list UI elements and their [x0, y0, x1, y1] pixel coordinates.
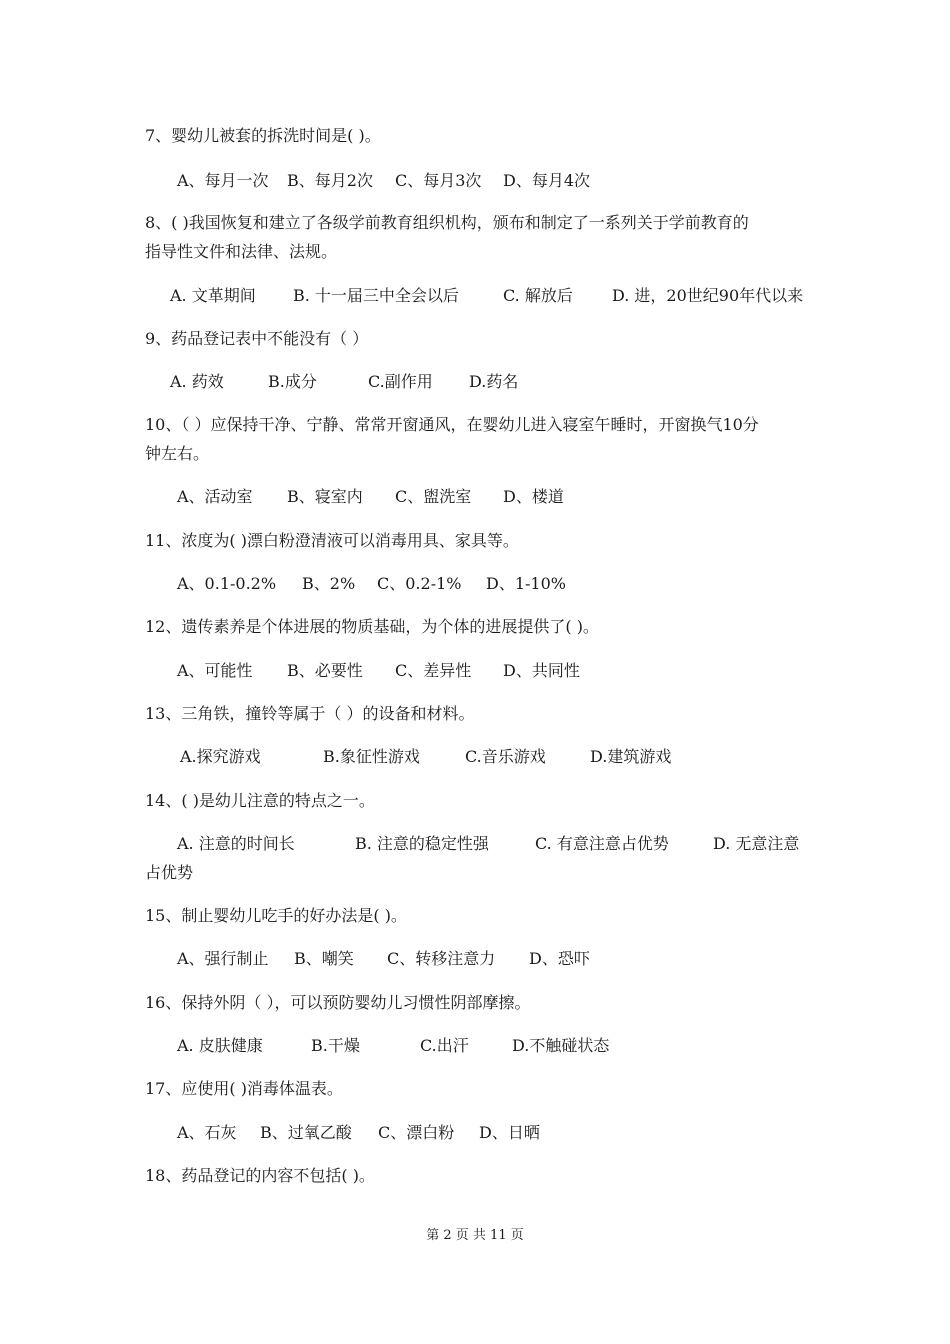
- q14-option-d: D. 无意注意: [713, 834, 800, 853]
- q9-option-b: B.成分: [268, 372, 317, 391]
- q9-option-d: D.药名: [469, 372, 519, 391]
- question-15: 15、制止婴幼儿吃手的好办法是( )。: [145, 906, 407, 925]
- q10-option-b: B、寝室内: [287, 487, 363, 506]
- q10-option-c: C、盥洗室: [395, 487, 472, 506]
- q15-option-a: A、强行制止: [177, 949, 269, 968]
- q7-option-b: B、每月2次: [287, 171, 373, 190]
- q17-option-c: C、漂白粉: [378, 1123, 455, 1142]
- q10-option-a: A、活动室: [177, 487, 253, 506]
- q12-option-c: C、差异性: [395, 661, 472, 680]
- question-11: 11、浓度为( )漂白粉澄清液可以消毒用具、家具等。: [145, 531, 519, 550]
- q14-option-b: B. 注意的稳定性强: [355, 834, 489, 853]
- q9-option-c: C.副作用: [368, 372, 433, 391]
- q14-option-a: A. 注意的时间长: [177, 834, 295, 853]
- q8-option-a: A. 文革期间: [170, 286, 256, 305]
- question-14: 14、( )是幼儿注意的特点之一。: [145, 791, 375, 810]
- q11-option-c: C、0.2-1%: [377, 574, 462, 593]
- q12-option-b: B、必要性: [287, 661, 363, 680]
- q7-option-c: C、每月3次: [395, 171, 482, 190]
- q13-option-c: C.音乐游戏: [465, 747, 546, 766]
- q14-option-c: C. 有意注意占优势: [535, 834, 669, 853]
- q13-option-d: D.建筑游戏: [590, 747, 672, 766]
- q11-option-a: A、0.1-0.2%: [177, 574, 277, 593]
- q16-option-c: C.出汗: [420, 1036, 469, 1055]
- question-18: 18、药品登记的内容不包括( )。: [145, 1166, 375, 1185]
- question-14-cont: 占优势: [145, 863, 194, 882]
- q8-option-b: B. 十一届三中全会以后: [293, 286, 459, 305]
- q10-option-d: D、楼道: [503, 487, 564, 506]
- q7-option-d: D、每月4次: [503, 171, 591, 190]
- q8-option-c: C. 解放后: [503, 286, 573, 305]
- q12-option-d: D、共同性: [503, 661, 580, 680]
- question-10-cont: 钟左右。: [145, 444, 210, 463]
- q15-option-d: D、恐吓: [529, 949, 590, 968]
- q7-option-a: A、每月一次: [177, 171, 269, 190]
- q8-option-d: D. 进，20世纪90年代以来: [612, 286, 804, 305]
- q13-option-a: A.探究游戏: [180, 747, 261, 766]
- question-10: 10、（ ）应保持干净、宁静、常常开窗通风，在婴幼儿进入寝室午睡时，开窗换气10分: [145, 415, 759, 434]
- q9-option-a: A. 药效: [170, 372, 224, 391]
- q15-option-c: C、转移注意力: [387, 949, 496, 968]
- q13-option-b: B.象征性游戏: [323, 747, 420, 766]
- q11-option-d: D、1-10%: [486, 574, 566, 593]
- question-16: 16、保持外阴（ ），可以预防婴幼儿习惯性阴部摩擦。: [145, 993, 531, 1012]
- question-7: 7、婴幼儿被套的拆洗时间是( )。: [145, 126, 381, 145]
- question-8: 8、( )我国恢复和建立了各级学前教育组织机构，颁布和制定了一系列关于学前教育的: [145, 213, 749, 232]
- page-footer: 第 2 页 共 11 页: [426, 1228, 524, 1243]
- question-12: 12、遗传素养是个体进展的物质基础，为个体的进展提供了( )。: [145, 617, 599, 636]
- q16-option-b: B.干燥: [311, 1036, 360, 1055]
- question-13: 13、三角铁，撞铃等属于（ ）的设备和材料。: [145, 704, 475, 723]
- q17-option-b: B、过氧乙酸: [260, 1123, 352, 1142]
- q11-option-b: B、2%: [302, 574, 356, 593]
- q17-option-d: D、日晒: [479, 1123, 540, 1142]
- question-17: 17、应使用( )消毒体温表。: [145, 1079, 343, 1098]
- question-8-cont: 指导性文件和法律、法规。: [145, 242, 338, 261]
- question-9: 9、药品登记表中不能没有（ ）: [145, 329, 369, 348]
- q16-option-d: D.不触碰状态: [512, 1036, 610, 1055]
- q16-option-a: A. 皮肤健康: [177, 1036, 263, 1055]
- q17-option-a: A、石灰: [177, 1123, 237, 1142]
- q12-option-a: A、可能性: [177, 661, 253, 680]
- q15-option-b: B、嘲笑: [294, 949, 354, 968]
